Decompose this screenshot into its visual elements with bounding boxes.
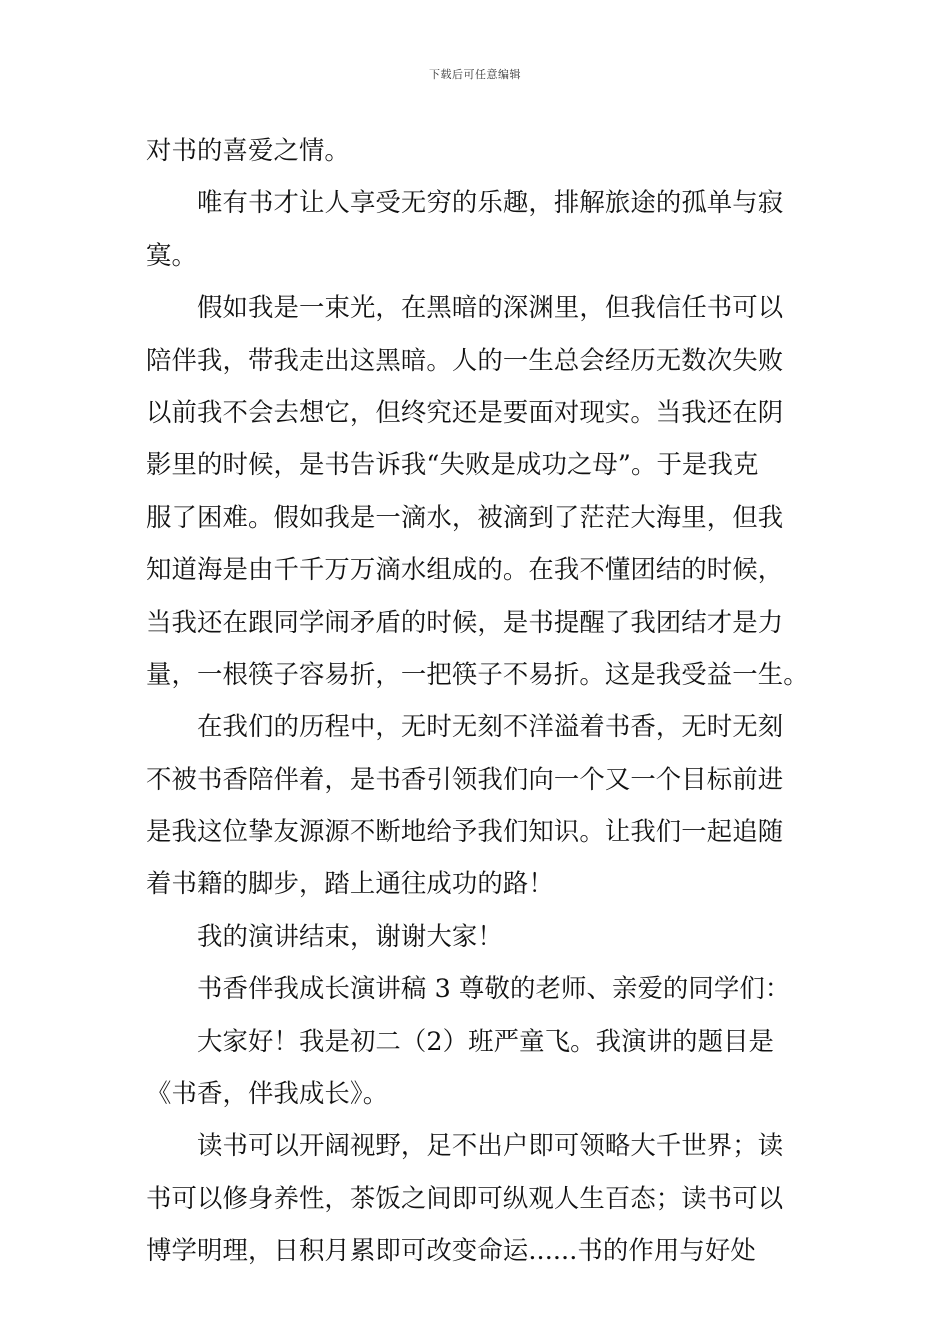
document-body [146,124,808,1277]
text-line: 寞。 [146,239,197,270]
text-line: 书可以修身养性，茶饭之间即可纵观人生百态；读书可以 [146,1182,784,1213]
text-line: 影里的时候，是书告诉我“失败是成功之母”。于是我克 [146,449,759,480]
text-line: 陪伴我，带我走出这黑暗。人的一生总会经历无数次失败 [146,344,784,375]
text-line: 书香伴我成长演讲稿 3 尊敬的老师、亲爱的同学们： [197,973,791,1004]
page-header: 下载后可任意编辑 [429,68,521,81]
text-line: 服了困难。假如我是一滴水，被滴到了茫茫大海里，但我 [146,501,784,532]
text-line: 我的演讲结束，谢谢大家！ [197,920,503,951]
text-line: 知道海是由千千万万滴水组成的。在我不懂团结的时候， [146,554,784,585]
text-line: 对书的喜爱之情。 [146,135,350,165]
text-line: 读书可以开阔视野，足不出户即可领略大千世界；读 [197,1130,784,1161]
text-line: 大家好！我是初二（2）班严童飞。我演讲的题目是 [197,1025,775,1056]
text-line: 当我还在跟同学闹矛盾的时候，是书提醒了我团结才是力 [146,606,784,637]
text-line: 唯有书才让人享受无穷的乐趣，排解旅途的孤单与寂 [197,187,784,218]
text-line: 《书香，伴我成长》。 [146,1078,389,1109]
text-line: 博学明理，日积月累即可改变命运......书的作用与好处 [146,1235,756,1266]
text-line: 量，一根筷子容易折，一把筷子不易折。这是我受益一生。 [146,658,809,689]
text-line: 不被书香陪伴着，是书香引领我们向一个又一个目标前进 [146,763,784,794]
text-line: 假如我是一束光，在黑暗的深渊里，但我信任书可以 [197,292,784,323]
text-line: 以前我不会去想它，但终究还是要面对现实。当我还在阴 [146,396,784,427]
text-line: 着书籍的脚步，踏上通往成功的路！ [146,868,554,899]
text-line: 是我这位挚友源源不断地给予我们知识。让我们一起追随 [146,816,784,847]
text-line: 在我们的历程中，无时无刻不洋溢着书香，无时无刻 [197,711,784,742]
